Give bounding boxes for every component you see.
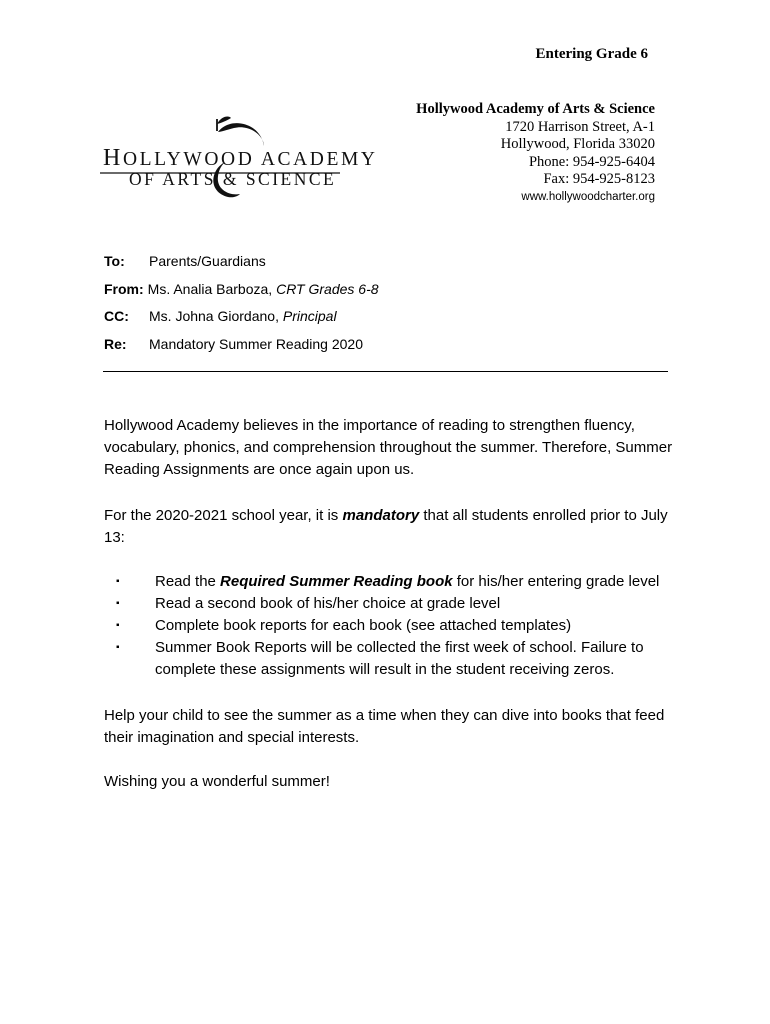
city-state-zip: Hollywood, Florida 33020: [500, 136, 655, 153]
phone-number: Phone: 954-925-6404: [528, 153, 655, 170]
memo-to-row: [104, 253, 266, 269]
requirements-list: [104, 571, 704, 681]
memo-cc-row: [104, 308, 337, 324]
memo-re-label: Re:: [104, 336, 127, 352]
bullet-icon: ▪: [116, 576, 120, 587]
memo-cc-name: Ms. Johna Giordano,: [149, 308, 279, 324]
list-item: ▪ Summer Book Reports will be collected the first week of school. Failure to complete these assignments will result in the student receiving zeros.: [116, 639, 644, 678]
required-book-emphasis: Required Summer Reading book: [220, 573, 453, 590]
fax-number: Fax: 954-925-8123: [543, 171, 655, 188]
memo-re-row: [104, 336, 363, 352]
bullet-icon: ▪: [116, 620, 120, 631]
bullet-icon: ▪: [116, 642, 120, 653]
header-divider: [103, 371, 668, 372]
memo-from-label: From:: [104, 281, 144, 297]
memo-from-name: Ms. Analia Barboza,: [147, 281, 273, 297]
school-name: Hollywood Academy of Arts & Science: [416, 101, 655, 117]
memo-cc-title: Principal: [282, 308, 337, 324]
logo-text-line1: HOLLYWOOD ACADEMY: [103, 145, 378, 171]
intro-paragraph: Hollywood Academy believes in the importance of reading to strengthen fluency, vocabulary, phonics, and comprehension throughout the summer. Therefore, Summer Reading Assignments are once again upon us.: [104, 417, 673, 478]
memo-from-title: CRT Grades 6-8: [276, 281, 379, 297]
memo-to-value: Parents/Guardians: [149, 253, 266, 269]
mandatory-emphasis: mandatory: [342, 507, 420, 524]
school-logo: [100, 112, 378, 208]
closing-line: Wishing you a wonderful summer!: [104, 773, 330, 790]
street-address: 1720 Harrison Street, A-1: [505, 118, 655, 135]
bullet-icon: ▪: [116, 598, 120, 609]
grade-label: Entering Grade 6: [535, 46, 648, 62]
list-item: ▪ Complete book reports for each book (see attached templates): [104, 615, 704, 637]
memo-cc-label: CC:: [104, 308, 129, 324]
website-link[interactable]: www.hollywoodcharter.org: [521, 190, 655, 203]
memo-to-label: To:: [104, 253, 125, 269]
list-item: ▪ Read a second book of his/her choice at grade level: [104, 593, 704, 615]
list-item: ▪ Read the Required Summer Reading book for his/her entering grade level: [104, 571, 704, 593]
memo-from-row: [104, 281, 379, 297]
encouragement-paragraph: Help your child to see the summer as a time when they can dive into books that feed their imagination and special interests.: [104, 707, 665, 746]
mandatory-paragraph: For the 2020-2021 school year, it is mandatory that all students enrolled prior to July 13:: [104, 507, 668, 546]
logo-text-line2: OF ARTS & SCIENCE: [129, 169, 337, 189]
memo-re-value: Mandatory Summer Reading 2020: [149, 336, 364, 352]
